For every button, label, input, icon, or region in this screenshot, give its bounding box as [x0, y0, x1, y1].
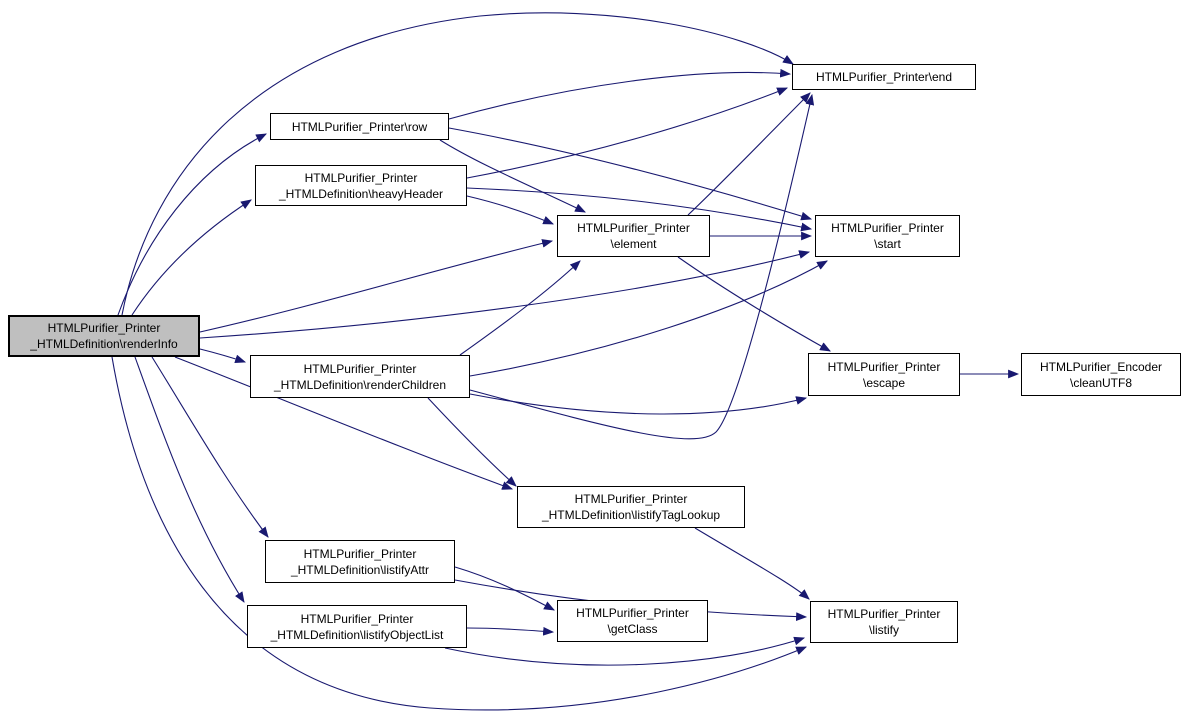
node-end[interactable] [792, 64, 976, 90]
node-label: \getClass [607, 622, 658, 636]
edge-heavyHeader-to-element [467, 196, 553, 224]
node-label: _HTMLDefinition\listifyTagLookup [541, 508, 721, 522]
node-label: _HTMLDefinition\renderChildren [273, 377, 447, 392]
node-escape[interactable] [808, 353, 960, 396]
node-label: HTMLPurifier_Printer [304, 170, 418, 185]
edge-renderInfo-to-listify [112, 357, 806, 710]
node-listify[interactable] [810, 601, 958, 643]
edge-renderInfo-to-element [200, 241, 552, 332]
node-label: \listify [869, 623, 899, 637]
node-listifyTagLookup[interactable] [517, 486, 745, 528]
edge-renderInfo-to-renderChildren [200, 349, 245, 362]
edge-listifyObjectList-to-listify [445, 638, 804, 665]
edge-renderInfo-to-start [200, 252, 809, 338]
node-heavyHeader[interactable] [255, 165, 467, 206]
node-start[interactable] [815, 215, 960, 257]
node-renderChildren[interactable] [250, 355, 470, 398]
node-renderInfo[interactable] [8, 315, 200, 357]
node-label: _HTMLDefinition\heavyHeader [278, 186, 444, 201]
node-cleanUTF8[interactable] [1021, 353, 1181, 396]
node-label: HTMLPurifier_Printer [303, 361, 417, 376]
node-label: HTMLPurifier_Printer [47, 321, 161, 335]
edge-renderChildren-to-element [460, 261, 580, 355]
edge-listifyTagLookup-to-listify [695, 528, 809, 599]
node-label: HTMLPurifier_Printer [827, 359, 941, 374]
node-label: _HTMLDefinition\listifyObjectList [270, 627, 444, 642]
node-label: HTMLPurifier_Printer\end [815, 70, 953, 84]
node-label: HTMLPurifier_Printer [303, 546, 417, 561]
node-label: \cleanUTF8 [1069, 375, 1133, 390]
edge-listifyObjectList-to-getClass [467, 628, 553, 632]
edge-element-to-end [688, 93, 810, 215]
edge-renderInfo-to-row [118, 134, 266, 315]
node-listifyObjectList[interactable] [247, 605, 467, 648]
node-label: HTMLPurifier_Printer [574, 492, 688, 506]
node-row[interactable] [270, 113, 449, 140]
node-getClass[interactable] [557, 600, 708, 642]
node-listifyAttr[interactable] [265, 540, 455, 583]
edge-renderChildren-to-end [470, 95, 812, 439]
node-label: HTMLPurifier_Printer [576, 606, 689, 620]
node-label: HTMLPurifier_Encoder [1039, 359, 1163, 374]
node-element[interactable] [557, 215, 710, 257]
node-label: \element [610, 237, 657, 251]
node-label: _HTMLDefinition\listifyAttr [290, 562, 430, 577]
node-label: HTMLPurifier_Printer [827, 607, 941, 621]
node-label: \escape [862, 375, 906, 390]
node-label: HTMLPurifier_Printer [831, 221, 944, 235]
node-label: HTMLPurifier_Printer [577, 221, 690, 235]
edge-renderInfo-to-heavyHeader [132, 200, 251, 315]
edge-renderInfo-to-end [122, 13, 793, 315]
edge-renderChildren-to-listifyTagLookup [428, 398, 516, 486]
node-label: \start [874, 237, 901, 251]
node-label: HTMLPurifier_Printer [300, 611, 414, 626]
node-label: _HTMLDefinition\renderInfo [30, 337, 178, 351]
edge-row-to-end [449, 73, 790, 119]
node-label: HTMLPurifier_Printer\row [291, 119, 428, 134]
